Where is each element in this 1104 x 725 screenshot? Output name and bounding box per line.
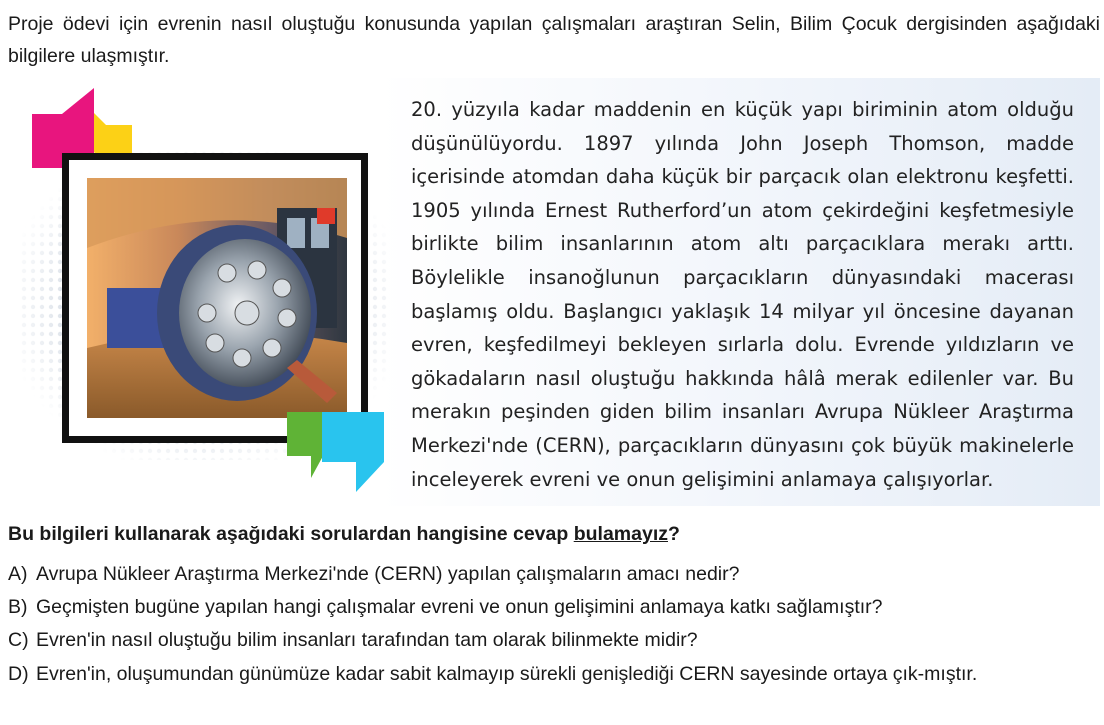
intro-text: Proje ödevi için evrenin nasıl oluştuğu konusunda yapılan çalışmaları araştıran Selin, Bilim Çocuk dergisinden aşağıdaki bilgilere ulaşmıştır. <box>8 13 1100 67</box>
passage-text: 20. yüzyıla kadar maddenin en küçük yapı biriminin atom olduğu düşünülüyordu. 1897 yılında John Joseph Thomson, madde içerisinde atomdan daha küçük bir parçacık olan elektronu keşfetti. 1905 yılında Ernest Rutherford’un atom çekirdeğini keşfetmesiyle birlikte bilim insanlarının atom altı parçacıklara merakı arttı. Böylelikle insanoğlunun parçacıkların dünyasındaki macerası başlamış oldu. Başlangıcı yaklaşık 14 milyar yıl öncesine dayanan evren, keşfedilmeyi bekleyen sırlarla dolu. Evrende yıldızların ve gökadaların nasıl oluştuğu hakkında hâlâ merak edilenler var. Bu merakın peşinden giden bilim insanları Avrupa Nükleer Araştırma Merkezi'nde (CERN), parçacıkların dünyasını çok büyük makinelerle inceleyerek evreni ve onun gelişimini anlamaya çalışıyorlar. <box>411 98 1074 491</box>
option-a[interactable] <box>8 558 1100 592</box>
question-stem <box>8 523 680 546</box>
question-text: Bu bilgileri kullanarak aşağıdaki sorulardan hangisine cevap <box>8 523 574 545</box>
option-d[interactable] <box>8 658 1100 692</box>
cern-detector-photo <box>87 178 347 418</box>
option-b-label: B) <box>8 596 28 618</box>
option-c-text: Evren'in nasıl oluştuğu bilim insanları tarafından tam olarak bilinmekte midir? <box>36 629 698 651</box>
speech-bubble-cyan-icon <box>322 412 386 496</box>
option-b-text: Geçmişten bugüne yapılan hangi çalışmalar evreni ve onun gelişimini anlamaya katkı sağlamıştır? <box>36 596 883 618</box>
option-a-label: A) <box>8 563 28 585</box>
option-c[interactable] <box>8 624 1100 658</box>
question-emphasis: bulamayız <box>573 523 668 545</box>
option-d-label: D) <box>8 663 29 685</box>
photo-frame <box>62 153 368 443</box>
option-d-text: Evren'in, oluşumundan günümüze kadar sabit kalmayıp sürekli genişlediği CERN sayesinde ortaya çık-mıştır. <box>36 663 978 685</box>
option-a-text: Avrupa Nükleer Araştırma Merkezi'nde (CERN) yapılan çalışmaların amacı nedir? <box>36 563 740 585</box>
option-c-label: C) <box>8 629 29 651</box>
question-mark: ? <box>668 523 680 545</box>
option-b[interactable] <box>8 591 1100 625</box>
reading-passage <box>411 93 1074 496</box>
